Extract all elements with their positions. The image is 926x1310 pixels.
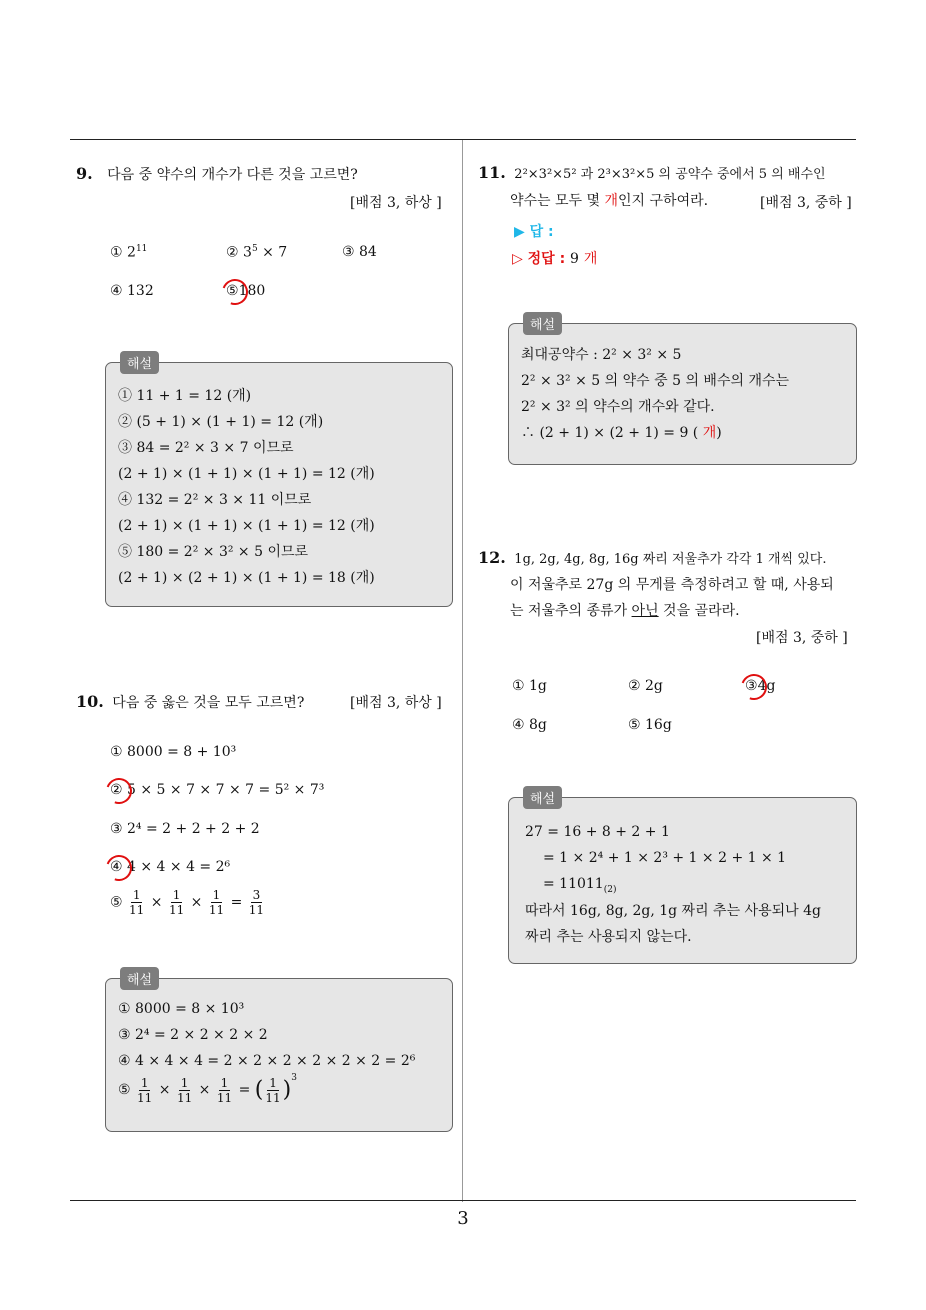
column-divider (462, 140, 463, 1202)
option-1[interactable]: ① 1g (512, 678, 547, 694)
bottom-rule (70, 1200, 856, 1201)
solution-line: 2² × 3² 의 약수의 개수와 같다. (521, 399, 715, 415)
answer-input-label[interactable]: ▶ 답 : (514, 224, 554, 240)
question-number: 11. (478, 163, 506, 182)
page-number: 3 (457, 1208, 469, 1229)
solution-line: (2 + 1) × (1 + 1) × (1 + 1) = 12 (개) (118, 518, 375, 534)
solution-line: (2 + 1) × (1 + 1) × (1 + 1) = 12 (개) (118, 466, 375, 482)
question-text-line2: 이 저울추로 27g 의 무게를 측정하려고 할 때, 사용되 (510, 577, 834, 593)
option-5[interactable]: ⑤ $\frac{1}{11}$ × $\frac{1}{11}$ × $\frac{1}{11}$ = $\frac{3}{11}$ (110, 888, 265, 917)
solution-line: ∴ (2 + 1) × (2 + 1) = 9 ( 개) (521, 425, 722, 441)
points-label: [배점 3, 중하 ] (756, 630, 848, 646)
solution-line: = $11011_{(2)}$ (543, 876, 617, 895)
solution-line: = 1 × 2⁴ + 1 × 2³ + 1 × 2 + 1 × 1 (543, 850, 787, 866)
question-number: 9. (76, 164, 93, 183)
points-label: [배점 3, 하상 ] (350, 195, 442, 211)
answer-mark-circle (102, 774, 137, 809)
option-1[interactable]: ① $2^{11}$ (110, 244, 148, 261)
top-rule (70, 139, 856, 140)
solution-line: ③ 2⁴ = 2 × 2 × 2 × 2 (118, 1027, 268, 1043)
solution-line: ② (5 + 1) × (1 + 1) = 12 (개) (118, 414, 324, 430)
question-text: 다음 중 약수의 개수가 다른 것을 고르면? (107, 167, 358, 183)
answer-mark-circle (737, 670, 772, 705)
question-number: 10. (76, 692, 104, 711)
option-5[interactable]: ⑤180 (226, 283, 266, 299)
option-4[interactable]: ④ 132 (110, 283, 154, 299)
points-label: [배점 3, 하상 ] (350, 695, 442, 711)
solution-box-9 (105, 357, 453, 607)
solution-box-10 (105, 973, 453, 1132)
option-2[interactable]: ② 5 × 5 × 7 × 7 × 7 = 5² × 7³ (110, 782, 325, 798)
solution-line: ⑤ 180 = 2² × 3² × 5 이므로 (118, 544, 309, 560)
fraction: $\frac{1}{11}$ (168, 888, 185, 917)
answer-mark-circle (218, 275, 253, 310)
solution-line: ④ 4 × 4 × 4 = 2 × 2 × 2 × 2 × 2 × 2 = 2⁶ (118, 1053, 416, 1069)
solution-tag: 해설 (523, 786, 562, 809)
solution-tag: 해설 (120, 967, 159, 990)
solution-line: 27 = 16 + 8 + 2 + 1 (525, 824, 670, 840)
option-3[interactable]: ③ 84 (342, 244, 377, 260)
question-text-line3: 는 저울추의 종류가 아닌 것을 골라라. (510, 603, 740, 619)
solution-tag: 해설 (523, 312, 562, 335)
question-text: 2²×3²×5² 과 2³×3²×5 의 공약수 중에서 5 의 배수인 (514, 167, 826, 182)
question-10 (76, 690, 304, 716)
option-4[interactable]: ④ 4 × 4 × 4 = 2⁶ (110, 859, 231, 875)
answer-mark-circle (102, 851, 137, 886)
solution-line: ⑤ $\frac{1}{11}$ × $\frac{1}{11}$ × $\frac{1}{11}$ = ( $\frac{1}{11}$ )$^3$ (118, 1073, 297, 1105)
solution-line: (2 + 1) × (2 + 1) × (1 + 1) = 18 (개) (118, 570, 375, 586)
solution-line: 2² × 3² × 5 의 약수 중 5 의 배수의 개수는 (521, 373, 790, 389)
option-3[interactable]: ③4g (745, 678, 776, 694)
question-12 (478, 547, 826, 573)
option-2[interactable]: ② 2g (628, 678, 663, 694)
option-2[interactable]: ② $3^5 \times 7$ (226, 244, 288, 261)
correct-answer: ▷ 정답 : 9 개 (512, 251, 598, 267)
solution-tag: 해설 (120, 351, 159, 374)
question-text-line2: 약수는 모두 몇 개인지 구하여라. (510, 193, 709, 209)
question-11 (478, 162, 858, 188)
solution-line: ① 11 + 1 = 12 (개) (118, 388, 252, 404)
option-4[interactable]: ④ 8g (512, 717, 547, 733)
solution-line: ③ 84 = 2² × 3 × 7 이므로 (118, 440, 294, 456)
option-5[interactable]: ⑤ 16g (628, 717, 672, 733)
option-1[interactable]: ① 8000 = 8 + 10³ (110, 744, 237, 760)
fraction: $\frac{1}{11}$ (208, 888, 225, 917)
fraction: $\frac{3}{11}$ (248, 888, 265, 917)
solution-box-12 (508, 792, 857, 964)
solution-line: 최대공약수 : 2² × 3² × 5 (521, 347, 682, 363)
solution-box-11 (508, 318, 857, 465)
question-9 (76, 162, 358, 188)
fraction: $\frac{1}{11}$ (129, 888, 145, 917)
option-3[interactable]: ③ 2⁴ = 2 + 2 + 2 + 2 (110, 821, 260, 837)
solution-line: 짜리 추는 사용되지 않는다. (525, 929, 692, 945)
question-text: 1g, 2g, 4g, 8g, 16g 짜리 저울추가 각각 1 개씩 있다. (514, 552, 827, 567)
question-text: 다음 중 옳은 것을 모두 고르면? (112, 695, 305, 711)
points-label: [배점 3, 중하 ] (760, 195, 852, 211)
question-number: 12. (478, 548, 506, 567)
solution-line: ① 8000 = 8 × 10³ (118, 1001, 245, 1017)
solution-line: ④ 132 = 2² × 3 × 11 이므로 (118, 492, 312, 508)
solution-line: 따라서 16g, 8g, 2g, 1g 짜리 추는 사용되나 4g (525, 903, 821, 919)
